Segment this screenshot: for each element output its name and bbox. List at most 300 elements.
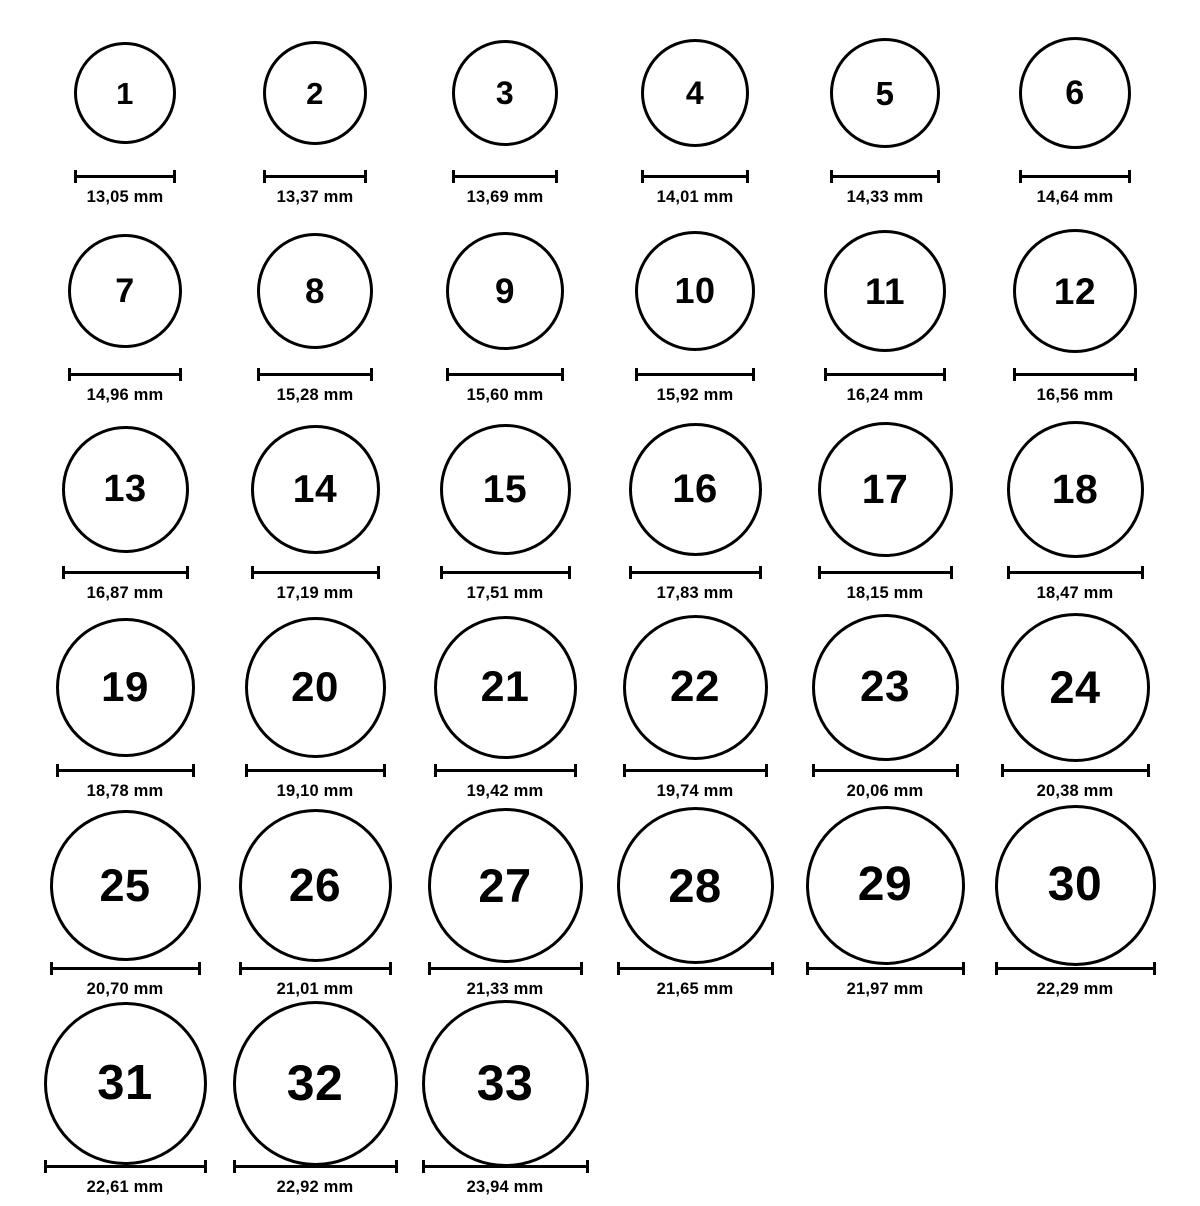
ruler-tick-right: [1153, 962, 1156, 975]
diameter-label: 18,47 mm: [1036, 584, 1114, 602]
circle-container: [629, 414, 762, 564]
diameter-label: 22,29 mm: [1036, 980, 1114, 998]
ring-circle[interactable]: [629, 423, 762, 556]
circle-container: [440, 414, 571, 564]
ring-size-cell[interactable]: [790, 216, 980, 414]
circle-container: [68, 216, 182, 366]
ring-circle[interactable]: [50, 810, 201, 961]
ring-size-cell[interactable]: [410, 18, 600, 216]
diameter-label: 18,78 mm: [86, 782, 164, 800]
ring-size-number: 26: [288, 859, 342, 911]
measure-ruler: [233, 1160, 398, 1172]
diameter-label: 15,92 mm: [656, 386, 734, 404]
ruler-tick-left: [68, 368, 71, 381]
ruler-bar: [263, 175, 367, 178]
measure-ruler: [428, 962, 583, 974]
circle-container: [446, 216, 564, 366]
circle-container: [1001, 612, 1150, 762]
ruler-tick-right: [765, 764, 768, 777]
ruler-bar: [617, 967, 774, 970]
diameter-label: 19,10 mm: [276, 782, 354, 800]
ring-size-number: 32: [286, 1055, 344, 1111]
ring-size-number: 11: [864, 270, 906, 312]
measure-ruler: [635, 368, 755, 380]
ruler-tick-right: [746, 170, 749, 183]
ring-size-cell[interactable]: [600, 216, 790, 414]
ring-circle[interactable]: [446, 232, 564, 350]
ruler-tick-right: [364, 170, 367, 183]
ring-circle[interactable]: [623, 615, 768, 760]
measure-ruler: [251, 566, 380, 578]
circle-container: [62, 414, 189, 564]
ruler-tick-right: [377, 566, 380, 579]
ring-size-cell[interactable]: [790, 810, 980, 1008]
ruler-tick-right: [956, 764, 959, 777]
diameter-label: 13,69 mm: [466, 188, 544, 206]
ring-size-cell[interactable]: [410, 1008, 600, 1206]
ring-size-cell[interactable]: [790, 612, 980, 810]
ruler-tick-left: [830, 170, 833, 183]
ring-size-number: 6: [1065, 74, 1085, 112]
ring-size-cell[interactable]: [980, 18, 1170, 216]
measure-ruler: [74, 170, 176, 182]
ring-circle[interactable]: [452, 40, 558, 146]
ring-circle[interactable]: [635, 231, 755, 351]
circle-container: [641, 18, 749, 168]
ring-size-number: 23: [860, 662, 910, 711]
ring-circle[interactable]: [617, 807, 774, 964]
ruler-tick-right: [370, 368, 373, 381]
ring-size-cell[interactable]: [30, 1008, 220, 1206]
ring-size-cell[interactable]: [410, 810, 600, 1008]
measure-ruler: [1001, 764, 1150, 776]
ruler-tick-right: [198, 962, 201, 975]
ruler-tick-left: [56, 764, 59, 777]
ruler-bar: [74, 175, 176, 178]
measure-ruler: [830, 170, 940, 182]
ruler-bar: [44, 1165, 207, 1168]
ruler-tick-right: [383, 764, 386, 777]
measure-ruler: [806, 962, 965, 974]
ring-size-number: 27: [478, 858, 532, 912]
circle-container: [245, 612, 386, 762]
ring-size-number: 31: [97, 1055, 153, 1110]
ruler-tick-left: [422, 1160, 425, 1173]
ruler-tick-left: [1007, 566, 1010, 579]
ruler-bar: [818, 571, 953, 574]
ruler-bar: [257, 373, 373, 376]
ring-size-cell[interactable]: [600, 414, 790, 612]
ring-size-cell[interactable]: [600, 810, 790, 1008]
circle-container: [44, 1008, 207, 1158]
diameter-label: 23,94 mm: [466, 1178, 544, 1196]
measure-ruler: [1013, 368, 1137, 380]
ring-size-cell[interactable]: [410, 612, 600, 810]
ring-circle[interactable]: [239, 809, 392, 962]
ruler-bar: [812, 769, 959, 772]
circle-container: [617, 810, 774, 960]
ruler-bar: [251, 571, 380, 574]
diameter-label: 22,61 mm: [86, 1178, 164, 1196]
measure-ruler: [617, 962, 774, 974]
diameter-label: 13,37 mm: [276, 188, 354, 206]
ring-size-number: 14: [292, 467, 338, 511]
ruler-tick-left: [239, 962, 242, 975]
ring-size-number: 12: [1053, 270, 1097, 312]
ruler-tick-right: [204, 1160, 207, 1173]
ruler-tick-right: [759, 566, 762, 579]
ring-size-number: 29: [857, 858, 913, 911]
ruler-tick-right: [1134, 368, 1137, 381]
circle-container: [257, 216, 373, 366]
ruler-tick-right: [943, 368, 946, 381]
measure-ruler: [812, 764, 959, 776]
ring-circle[interactable]: [233, 1001, 398, 1166]
ruler-bar: [806, 967, 965, 970]
ruler-tick-right: [186, 566, 189, 579]
ring-size-cell[interactable]: [220, 810, 410, 1008]
circle-container: [1007, 414, 1144, 564]
ring-circle[interactable]: [263, 41, 367, 145]
ruler-tick-left: [251, 566, 254, 579]
ring-size-cell[interactable]: [600, 612, 790, 810]
diameter-label: 14,64 mm: [1036, 188, 1114, 206]
ruler-bar: [422, 1165, 589, 1168]
ruler-tick-right: [555, 170, 558, 183]
ring-size-number: 30: [1047, 858, 1103, 911]
ruler-tick-left: [452, 170, 455, 183]
ruler-tick-right: [568, 566, 571, 579]
diameter-label: 22,92 mm: [276, 1178, 354, 1196]
ring-size-number: 7: [115, 272, 135, 310]
ring-size-number: 3: [495, 75, 515, 111]
diameter-label: 13,05 mm: [86, 188, 164, 206]
ring-circle[interactable]: [812, 614, 959, 761]
ruler-tick-right: [771, 962, 774, 975]
diameter-label: 20,06 mm: [846, 782, 924, 800]
circle-container: [995, 810, 1156, 960]
measure-ruler: [50, 962, 201, 974]
size-row: [30, 414, 1170, 612]
ring-size-cell[interactable]: [980, 216, 1170, 414]
ring-size-number: 19: [101, 663, 149, 710]
circle-container: [635, 216, 755, 366]
circle-container: [428, 810, 583, 960]
ring-size-number: 8: [305, 271, 325, 311]
measure-ruler: [62, 566, 189, 578]
ring-size-cell[interactable]: [30, 414, 220, 612]
ruler-tick-right: [580, 962, 583, 975]
diameter-label: 21,65 mm: [656, 980, 734, 998]
circle-container: [830, 18, 940, 168]
circle-container: [50, 810, 201, 960]
ring-size-cell[interactable]: [980, 810, 1170, 1008]
ring-size-number: 25: [99, 859, 151, 911]
ruler-tick-left: [434, 764, 437, 777]
ruler-bar: [434, 769, 577, 772]
ring-size-number: 1: [116, 75, 134, 111]
ring-size-cell[interactable]: [790, 18, 980, 216]
circle-container: [1013, 216, 1137, 366]
circle-container: [239, 810, 392, 960]
ring-circle[interactable]: [440, 424, 571, 555]
ruler-bar: [50, 967, 201, 970]
ring-size-number: 17: [861, 465, 909, 512]
measure-ruler: [44, 1160, 207, 1172]
size-row: [30, 810, 1170, 1008]
ring-circle[interactable]: [641, 39, 749, 147]
ruler-bar: [995, 967, 1156, 970]
ruler-bar: [233, 1165, 398, 1168]
ring-size-cell[interactable]: [30, 810, 220, 1008]
circle-container: [824, 216, 946, 366]
ring-circle[interactable]: [245, 617, 386, 758]
ring-circle[interactable]: [824, 230, 946, 352]
ruler-tick-left: [50, 962, 53, 975]
ruler-bar: [623, 769, 768, 772]
diameter-label: 17,83 mm: [656, 584, 734, 602]
ring-size-cell[interactable]: [220, 414, 410, 612]
ring-circle[interactable]: [422, 1000, 589, 1167]
ring-size-cell[interactable]: [30, 18, 220, 216]
measure-ruler: [245, 764, 386, 776]
ruler-tick-left: [257, 368, 260, 381]
circle-container: [452, 18, 558, 168]
ring-size-cell[interactable]: [30, 612, 220, 810]
measure-ruler: [56, 764, 195, 776]
ruler-tick-left: [623, 764, 626, 777]
measure-ruler: [623, 764, 768, 776]
ruler-tick-left: [818, 566, 821, 579]
circle-container: [74, 18, 176, 168]
diameter-label: 14,01 mm: [656, 188, 734, 206]
ruler-bar: [830, 175, 940, 178]
ring-size-number: 22: [670, 662, 720, 711]
ring-size-number: 5: [875, 74, 895, 112]
diameter-label: 18,15 mm: [846, 584, 924, 602]
ruler-bar: [629, 571, 762, 574]
ruler-bar: [62, 571, 189, 574]
ring-circle[interactable]: [44, 1002, 207, 1165]
size-row: [30, 1008, 1170, 1206]
diameter-label: 15,60 mm: [466, 386, 544, 404]
ruler-tick-left: [635, 368, 638, 381]
ring-size-cell[interactable]: [410, 216, 600, 414]
ruler-bar: [440, 571, 571, 574]
ring-circle[interactable]: [830, 38, 940, 148]
ring-size-cell[interactable]: [220, 1008, 410, 1206]
ruler-tick-right: [962, 962, 965, 975]
ruler-tick-right: [1128, 170, 1131, 183]
ruler-tick-left: [446, 368, 449, 381]
measure-ruler: [452, 170, 558, 182]
ruler-tick-left: [995, 962, 998, 975]
ruler-bar: [1019, 175, 1131, 178]
ruler-tick-right: [1147, 764, 1150, 777]
diameter-label: 20,70 mm: [86, 980, 164, 998]
ring-circle[interactable]: [806, 806, 965, 965]
ruler-tick-right: [574, 764, 577, 777]
ring-size-cell[interactable]: [600, 18, 790, 216]
ring-size-cell[interactable]: [980, 414, 1170, 612]
ring-size-cell[interactable]: [30, 216, 220, 414]
ring-size-number: 10: [674, 270, 716, 311]
size-row: [30, 18, 1170, 216]
ring-circle[interactable]: [68, 234, 182, 348]
diameter-label: 15,28 mm: [276, 386, 354, 404]
ring-size-cell[interactable]: [410, 414, 600, 612]
ruler-bar: [428, 967, 583, 970]
ruler-bar: [641, 175, 749, 178]
measure-ruler: [446, 368, 564, 380]
ruler-tick-left: [44, 1160, 47, 1173]
diameter-label: 21,97 mm: [846, 980, 924, 998]
measure-ruler: [263, 170, 367, 182]
measure-ruler: [257, 368, 373, 380]
ruler-bar: [68, 373, 182, 376]
ruler-bar: [824, 373, 946, 376]
circle-container: [251, 414, 380, 564]
diameter-label: 17,51 mm: [466, 584, 544, 602]
diameter-label: 17,19 mm: [276, 584, 354, 602]
measure-ruler: [629, 566, 762, 578]
ruler-tick-right: [586, 1160, 589, 1173]
ruler-tick-right: [389, 962, 392, 975]
ring-circle[interactable]: [434, 616, 577, 759]
circle-container: [806, 810, 965, 960]
ring-size-cell[interactable]: [220, 18, 410, 216]
ruler-tick-right: [561, 368, 564, 381]
ring-size-number: 13: [103, 468, 147, 510]
ring-size-number: 2: [306, 75, 324, 111]
diameter-label: 16,87 mm: [86, 584, 164, 602]
diameter-label: 14,33 mm: [846, 188, 924, 206]
circle-container: [233, 1008, 398, 1158]
ruler-bar: [446, 373, 564, 376]
ruler-tick-left: [1013, 368, 1016, 381]
ruler-tick-left: [629, 566, 632, 579]
ruler-bar: [1001, 769, 1150, 772]
ring-circle[interactable]: [1007, 421, 1144, 558]
circle-container: [812, 612, 959, 762]
ruler-tick-right: [173, 170, 176, 183]
ring-circle[interactable]: [995, 805, 1156, 966]
ring-circle[interactable]: [1013, 229, 1137, 353]
size-row: [30, 216, 1170, 414]
measure-ruler: [68, 368, 182, 380]
ruler-tick-left: [440, 566, 443, 579]
ruler-tick-left: [812, 764, 815, 777]
ruler-tick-right: [179, 368, 182, 381]
diameter-label: 21,01 mm: [276, 980, 354, 998]
measure-ruler: [641, 170, 749, 182]
ring-size-number: 33: [476, 1055, 534, 1111]
ruler-tick-left: [1019, 170, 1022, 183]
ring-size-number: 18: [1051, 465, 1099, 512]
ring-size-number: 4: [685, 75, 705, 111]
diameter-label: 16,24 mm: [846, 386, 924, 404]
measure-ruler: [434, 764, 577, 776]
measure-ruler: [1007, 566, 1144, 578]
ruler-bar: [1007, 571, 1144, 574]
ring-circle[interactable]: [56, 618, 195, 757]
ruler-tick-left: [428, 962, 431, 975]
diameter-label: 19,42 mm: [466, 782, 544, 800]
ring-size-cell[interactable]: [220, 216, 410, 414]
circle-container: [434, 612, 577, 762]
circle-container: [263, 18, 367, 168]
ruler-tick-right: [192, 764, 195, 777]
circle-container: [818, 414, 953, 564]
diameter-label: 16,56 mm: [1036, 386, 1114, 404]
ring-circle[interactable]: [251, 425, 380, 554]
ruler-tick-left: [617, 962, 620, 975]
measure-ruler: [440, 566, 571, 578]
ring-size-cell[interactable]: [790, 414, 980, 612]
ruler-tick-left: [824, 368, 827, 381]
diameter-label: 20,38 mm: [1036, 782, 1114, 800]
ruler-tick-left: [806, 962, 809, 975]
ring-circle[interactable]: [74, 42, 176, 144]
ruler-tick-left: [245, 764, 248, 777]
ring-size-number: 9: [495, 271, 515, 311]
size-row: [30, 612, 1170, 810]
ring-size-cell[interactable]: [220, 612, 410, 810]
ring-circle[interactable]: [257, 233, 373, 349]
diameter-label: 19,74 mm: [656, 782, 734, 800]
ring-circle[interactable]: [818, 422, 953, 557]
ruler-tick-left: [62, 566, 65, 579]
measure-ruler: [1019, 170, 1131, 182]
diameter-label: 14,96 mm: [86, 386, 164, 404]
measure-ruler: [422, 1160, 589, 1172]
ring-size-number: 21: [480, 662, 530, 711]
ring-circle[interactable]: [1001, 613, 1150, 762]
circle-container: [422, 1008, 589, 1158]
ruler-tick-right: [395, 1160, 398, 1173]
measure-ruler: [824, 368, 946, 380]
ruler-tick-right: [752, 368, 755, 381]
ruler-tick-left: [74, 170, 77, 183]
measure-ruler: [239, 962, 392, 974]
ruler-bar: [452, 175, 558, 178]
ruler-tick-left: [1001, 764, 1004, 777]
ruler-bar: [1013, 373, 1137, 376]
ring-size-cell[interactable]: [980, 612, 1170, 810]
ruler-tick-left: [263, 170, 266, 183]
ring-size-number: 16: [672, 467, 718, 511]
ruler-tick-left: [641, 170, 644, 183]
circle-container: [623, 612, 768, 762]
ring-size-number: 24: [1049, 661, 1101, 713]
ruler-bar: [239, 967, 392, 970]
ruler-bar: [635, 373, 755, 376]
ruler-tick-right: [950, 566, 953, 579]
ring-circle[interactable]: [62, 426, 189, 553]
ruler-bar: [56, 769, 195, 772]
ruler-tick-left: [233, 1160, 236, 1173]
ring-size-number: 28: [668, 858, 722, 912]
ring-circle[interactable]: [1019, 37, 1131, 149]
circle-container: [1019, 18, 1131, 168]
ring-size-number: 20: [291, 663, 339, 710]
measure-ruler: [995, 962, 1156, 974]
ring-circle[interactable]: [428, 808, 583, 963]
circle-container: [56, 612, 195, 762]
ring-size-number: 15: [482, 467, 528, 511]
ruler-tick-right: [937, 170, 940, 183]
ruler-bar: [245, 769, 386, 772]
